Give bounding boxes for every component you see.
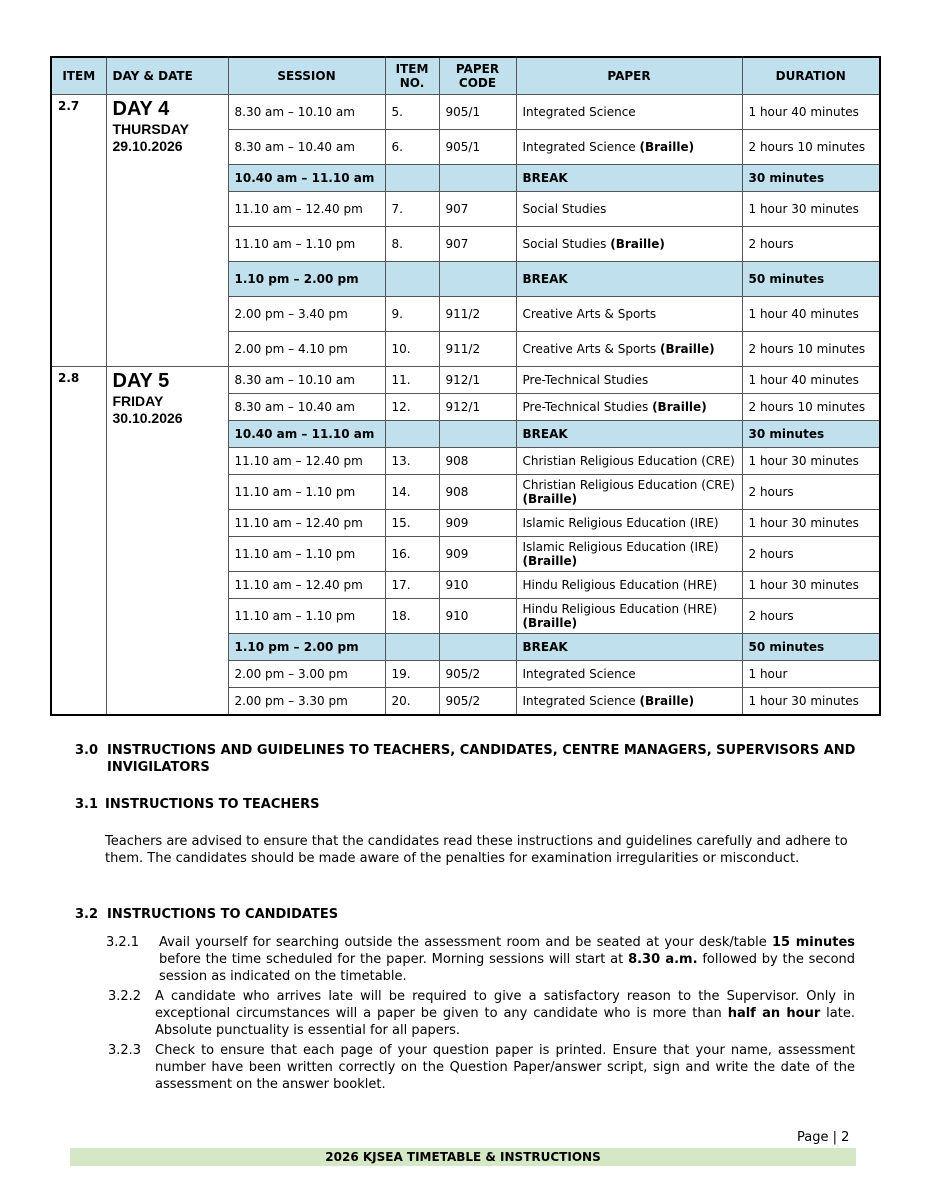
header-day-date: DAY & DATE (106, 57, 228, 95)
paper-name: Integrated Science (522, 694, 640, 708)
duration-cell: 1 hour 30 minutes (742, 572, 880, 599)
weekday-label: THURSDAY (112, 121, 189, 137)
section-3-1-body: Teachers are advised to ensure that the candidates read these instructions and guidelines carefully and adhere to them. The candidates should be made aware of the penalties for examination irregularities or misconduct. (105, 834, 848, 866)
paper-code-cell: 912/1 (439, 367, 516, 394)
table-row (51, 95, 880, 130)
item-cell: 2.7 (51, 95, 106, 367)
duration-cell: 2 hours 10 minutes (742, 332, 880, 367)
paper-cell (516, 227, 742, 262)
item-no-cell: 12. (385, 394, 439, 421)
item-no-cell: 5. (385, 95, 439, 130)
paper-code-cell: 907 (439, 227, 516, 262)
braille-label: (Braille) (522, 492, 578, 506)
session-cell: 1.10 pm – 2.00 pm (228, 634, 385, 661)
paper-cell (516, 394, 742, 421)
item-3-2-3-number: 3.2.3 (108, 1043, 142, 1058)
paper-code-cell: 909 (439, 537, 516, 572)
duration-cell: 2 hours 10 minutes (742, 130, 880, 165)
item-no-cell: 18. (385, 599, 439, 634)
duration-cell: 1 hour 30 minutes (742, 192, 880, 227)
session-cell: 2.00 pm – 3.30 pm (228, 688, 385, 716)
paper-name: Hindu Religious Education (HRE) (522, 578, 718, 592)
paper-cell (516, 297, 742, 332)
paper-cell (516, 262, 742, 297)
item-no-cell: 8. (385, 227, 439, 262)
section-3-0-title (107, 742, 857, 776)
paper-cell (516, 634, 742, 661)
paper-name: Hindu Religious Education (HRE) (522, 602, 718, 616)
header-paper-code-line1: PAPER (455, 62, 500, 76)
session-cell: 11.10 am – 12.40 pm (228, 572, 385, 599)
paper-cell (516, 165, 742, 192)
session-cell: 1.10 pm – 2.00 pm (228, 262, 385, 297)
paper-cell (516, 599, 742, 634)
session-cell: 8.30 am – 10.10 am (228, 95, 385, 130)
day-date-cell (106, 367, 228, 716)
duration-cell: 1 hour 40 minutes (742, 297, 880, 332)
item-3-2-2-text: A candidate who arrives late will be required to give a satisfactory reason to the Supervisor. Only in exceptional circumstances will a paper be given to any candidate who is more than half an hour late. Absolute punctuality is essential for all papers. (155, 989, 855, 1038)
session-cell: 10.40 am – 11.10 am (228, 421, 385, 448)
duration-cell: 2 hours 10 minutes (742, 394, 880, 421)
paper-code-cell: 910 (439, 572, 516, 599)
header-item: ITEM (51, 57, 106, 95)
paper-code-cell: 908 (439, 475, 516, 510)
table-row (51, 367, 880, 394)
paper-code-cell: 905/2 (439, 661, 516, 688)
item-no-cell: 15. (385, 510, 439, 537)
session-cell: 2.00 pm – 3.40 pm (228, 297, 385, 332)
paper-code-cell (439, 262, 516, 297)
session-cell: 8.30 am – 10.40 am (228, 394, 385, 421)
paper-cell (516, 332, 742, 367)
item-no-cell: 10. (385, 332, 439, 367)
section-3-0-number: 3.0 (75, 743, 99, 758)
paper-name: BREAK (522, 427, 568, 441)
duration-cell: 2 hours (742, 537, 880, 572)
item-no-cell: 11. (385, 367, 439, 394)
item-3-2-1-number: 3.2.1 (106, 935, 140, 950)
timetable (50, 56, 881, 716)
session-cell: 8.30 am – 10.40 am (228, 130, 385, 165)
duration-cell: 1 hour 40 minutes (742, 367, 880, 394)
session-cell: 2.00 pm – 3.00 pm (228, 661, 385, 688)
header-paper: PAPER (516, 57, 742, 95)
timetable-body (51, 95, 880, 716)
section-3-0-title-line1: INSTRUCTIONS AND GUIDELINES TO TEACHERS, CANDIDATES, CENTRE MANAGERS, SUPERVISORS AND (107, 743, 856, 758)
item-no-cell: 6. (385, 130, 439, 165)
paper-name: Christian Religious Education (CRE) (522, 454, 735, 468)
item-no-cell (385, 165, 439, 192)
item-3-2-2-number: 3.2.2 (108, 989, 142, 1004)
item-no-cell: 17. (385, 572, 439, 599)
paper-name: Creative Arts & Sports (522, 307, 657, 321)
item-no-cell: 9. (385, 297, 439, 332)
item-no-cell: 13. (385, 448, 439, 475)
weekday-label: FRIDAY (112, 393, 164, 409)
session-cell: 11.10 am – 1.10 pm (228, 227, 385, 262)
duration-cell: 30 minutes (742, 421, 880, 448)
day-label: DAY 4 (112, 98, 170, 120)
paper-name: Islamic Religious Education (IRE) (522, 540, 719, 554)
paper-name: Social Studies (522, 202, 607, 216)
duration-cell: 50 minutes (742, 262, 880, 297)
paper-cell (516, 192, 742, 227)
paper-code-cell: 911/2 (439, 297, 516, 332)
paper-cell (516, 130, 742, 165)
paper-code-cell (439, 634, 516, 661)
paper-name: BREAK (522, 272, 568, 286)
paper-name: BREAK (522, 640, 568, 654)
paper-name: BREAK (522, 171, 568, 185)
item-3-2-3-text: Check to ensure that each page of your question paper is printed. Ensure that your name, assessment number have been written correctly on the Question Paper/answer script, sign and write the date of the assessment on the answer booklet. (155, 1043, 855, 1092)
paper-code-cell (439, 421, 516, 448)
paper-code-cell: 905/1 (439, 95, 516, 130)
paper-code-cell: 908 (439, 448, 516, 475)
header-paper-code (439, 57, 516, 95)
paper-cell (516, 661, 742, 688)
duration-cell: 1 hour (742, 661, 880, 688)
duration-cell: 1 hour 30 minutes (742, 448, 880, 475)
duration-cell: 2 hours (742, 227, 880, 262)
header-item-no-line2: NO. (399, 76, 425, 90)
header-item-no-line1: ITEM (395, 62, 429, 76)
session-cell: 10.40 am – 11.10 am (228, 165, 385, 192)
paper-name: Pre-Technical Studies (522, 400, 653, 414)
session-cell: 8.30 am – 10.10 am (228, 367, 385, 394)
braille-label: (Braille) (660, 342, 715, 356)
braille-label: (Braille) (639, 694, 695, 708)
item-no-cell: 16. (385, 537, 439, 572)
paper-cell (516, 95, 742, 130)
session-cell: 11.10 am – 1.10 pm (228, 475, 385, 510)
braille-label: (Braille) (522, 554, 578, 568)
paper-code-cell: 907 (439, 192, 516, 227)
duration-cell: 1 hour 30 minutes (742, 510, 880, 537)
paper-cell (516, 510, 742, 537)
duration-cell: 2 hours (742, 475, 880, 510)
paper-cell (516, 475, 742, 510)
paper-name: Integrated Science (522, 140, 640, 154)
duration-cell: 50 minutes (742, 634, 880, 661)
duration-cell: 1 hour 30 minutes (742, 688, 880, 716)
paper-name: Christian Religious Education (CRE) (522, 478, 735, 492)
paper-cell (516, 421, 742, 448)
paper-cell (516, 688, 742, 716)
session-cell: 2.00 pm – 4.10 pm (228, 332, 385, 367)
paper-name: Pre-Technical Studies (522, 373, 649, 387)
paper-cell (516, 572, 742, 599)
item-no-cell: 20. (385, 688, 439, 716)
braille-label: (Braille) (610, 237, 665, 251)
footer-title: 2026 KJSEA TIMETABLE & INSTRUCTIONS (70, 1148, 856, 1166)
session-cell: 11.10 am – 12.40 pm (228, 510, 385, 537)
paper-cell (516, 448, 742, 475)
item-no-cell: 7. (385, 192, 439, 227)
session-cell: 11.10 am – 1.10 pm (228, 599, 385, 634)
day-label: DAY 5 (112, 370, 170, 392)
paper-name: Islamic Religious Education (IRE) (522, 516, 719, 530)
session-cell: 11.10 am – 12.40 pm (228, 192, 385, 227)
header-item-no (385, 57, 439, 95)
item-no-cell (385, 634, 439, 661)
date-label: 29.10.2026 (112, 138, 183, 154)
header-duration: DURATION (742, 57, 880, 95)
date-label: 30.10.2026 (112, 410, 183, 426)
paper-cell (516, 537, 742, 572)
item-3-2-1-text: Avail yourself for searching outside the assessment room and be seated at your desk/table 15 minutes before the time scheduled for the paper. Morning sessions will start at 8.30 a.m. followed by the second session as indicated on the timetable. (159, 935, 856, 984)
section-3-2-number: 3.2 (75, 907, 99, 922)
section-3-2-title: INSTRUCTIONS TO CANDIDATES (107, 907, 339, 922)
paper-name: Creative Arts & Sports (522, 342, 660, 356)
item-no-cell: 14. (385, 475, 439, 510)
item-no-cell (385, 421, 439, 448)
paper-code-cell: 912/1 (439, 394, 516, 421)
paper-name: Integrated Science (522, 105, 636, 119)
section-3-1-title: INSTRUCTIONS TO TEACHERS (105, 797, 320, 812)
table-header-row (51, 57, 880, 95)
day-date-cell (106, 95, 228, 367)
item-no-cell: 19. (385, 661, 439, 688)
braille-label: (Braille) (639, 140, 695, 154)
item-cell: 2.8 (51, 367, 106, 716)
paper-name: Social Studies (522, 237, 611, 251)
session-cell: 11.10 am – 1.10 pm (228, 537, 385, 572)
item-no-cell (385, 262, 439, 297)
section-3-1-number: 3.1 (75, 797, 99, 812)
paper-code-cell: 905/1 (439, 130, 516, 165)
section-3-0-title-line2: INVIGILATORS (107, 760, 210, 775)
session-cell: 11.10 am – 12.40 pm (228, 448, 385, 475)
braille-label: (Braille) (652, 400, 707, 414)
paper-code-cell (439, 165, 516, 192)
paper-code-cell: 909 (439, 510, 516, 537)
duration-cell: 2 hours (742, 599, 880, 634)
paper-cell (516, 367, 742, 394)
header-paper-code-line2: CODE (458, 76, 497, 90)
paper-name: Integrated Science (522, 667, 636, 681)
braille-label: (Braille) (522, 616, 578, 630)
duration-cell: 1 hour 40 minutes (742, 95, 880, 130)
paper-code-cell: 910 (439, 599, 516, 634)
paper-code-cell: 905/2 (439, 688, 516, 716)
paper-code-cell: 911/2 (439, 332, 516, 367)
page-number: Page | 2 (797, 1130, 850, 1145)
duration-cell: 30 minutes (742, 165, 880, 192)
header-session: SESSION (228, 57, 385, 95)
